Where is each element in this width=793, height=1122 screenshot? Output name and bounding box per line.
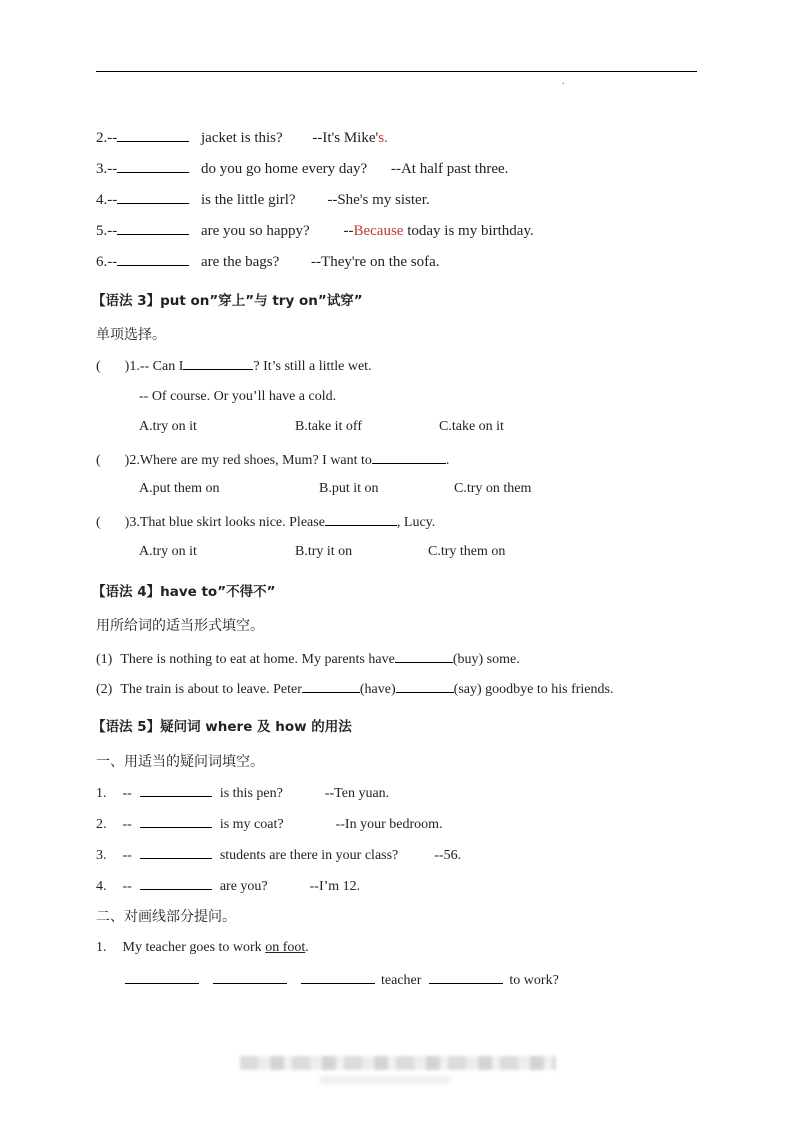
answer-blank[interactable] <box>117 128 189 142</box>
answer-blank[interactable] <box>117 221 189 235</box>
mc-question-1: ( )1.-- Can I ? It’s still a little wet. <box>96 356 372 376</box>
grammar-5-part1: 一、用适当的疑问词填空。 <box>96 754 264 770</box>
fill-item-1: (1) There is nothing to eat at home. My parents have (buy) some. <box>96 649 520 669</box>
mc-question-1-reply: -- Of course. Or you’ll have a cold. <box>139 389 337 404</box>
wh-item-3: 3. -- students are there in your class? --56. <box>96 845 461 865</box>
question-6: 6.-- are the bags? --They're on the sofa. <box>96 254 440 270</box>
option-c[interactable]: C.try them on <box>428 544 506 559</box>
question-3: 3.-- do you go home every day? --At half past three. <box>96 161 509 177</box>
grammar-4-instruction: 用所给词的适当形式填空。 <box>96 618 264 634</box>
mc-question-2: ( )2.Where are my red shoes, Mum? I want to . <box>96 450 449 470</box>
answer-blank[interactable] <box>125 970 199 984</box>
answer-blank[interactable] <box>140 814 212 828</box>
answer-blank[interactable] <box>429 970 503 984</box>
question-4: 4.-- is the little girl? --She's my sister. <box>96 192 430 208</box>
question-underline-1-answer: teacher to work? <box>125 970 559 990</box>
wh-item-1: 1. -- is this pen? --Ten yuan. <box>96 783 389 803</box>
answer-blank[interactable] <box>396 679 454 693</box>
answer-blank[interactable] <box>395 649 453 663</box>
option-a[interactable]: A.put them on <box>139 481 220 496</box>
grammar-3-heading: 【语法 3】put on”穿上”与 try on”试穿” <box>92 293 363 309</box>
footer-watermark <box>240 1056 556 1070</box>
header-dot: . <box>562 76 565 87</box>
answer-blank[interactable] <box>117 190 189 204</box>
question-underline-1: 1. My teacher goes to work on foot. <box>96 940 309 955</box>
option-c[interactable]: C.try on them <box>454 481 532 496</box>
answer-blank[interactable] <box>183 356 253 370</box>
option-a[interactable]: A.try on it <box>139 419 197 434</box>
answer-blank[interactable] <box>325 512 397 526</box>
option-b[interactable]: B.try it on <box>295 544 353 559</box>
footer-watermark-sub <box>320 1076 450 1084</box>
wh-item-2: 2. -- is my coat? --In your bedroom. <box>96 814 443 834</box>
answer-blank[interactable] <box>140 845 212 859</box>
answer-blank[interactable] <box>213 970 287 984</box>
option-b[interactable]: B.put it on <box>319 481 379 496</box>
answer-blank[interactable] <box>140 783 212 797</box>
answer-blank[interactable] <box>140 876 212 890</box>
answer-blank[interactable] <box>117 159 189 173</box>
option-c[interactable]: C.take on it <box>439 419 504 434</box>
option-b[interactable]: B.take it off <box>295 419 363 434</box>
answer-blank[interactable] <box>301 970 375 984</box>
wh-item-4: 4. -- are you? --I’m 12. <box>96 876 360 896</box>
mc-question-3: ( )3.That blue skirt looks nice. Please , Lucy. <box>96 512 435 532</box>
grammar-3-instruction: 单项选择。 <box>96 327 166 343</box>
fill-item-2: (2) The train is about to leave. Peter (have) (say) goodbye to his friends. <box>96 679 613 699</box>
question-2: 2.-- jacket is this? --It's Mike's. <box>96 130 388 146</box>
question-5: 5.-- are you so happy? --Because today is my birthday. <box>96 223 534 239</box>
answer-blank[interactable] <box>302 679 360 693</box>
header-rule <box>96 71 697 72</box>
grammar-5-part2: 二、对画线部分提问。 <box>96 909 236 925</box>
underlined-phrase: on foot <box>265 940 306 955</box>
answer-blank[interactable] <box>372 450 446 464</box>
option-a[interactable]: A.try on it <box>139 544 197 559</box>
grammar-5-heading: 【语法 5】疑问词 where 及 how 的用法 <box>92 719 352 735</box>
answer-blank[interactable] <box>117 252 189 266</box>
grammar-4-heading: 【语法 4】have to”不得不” <box>92 584 276 600</box>
